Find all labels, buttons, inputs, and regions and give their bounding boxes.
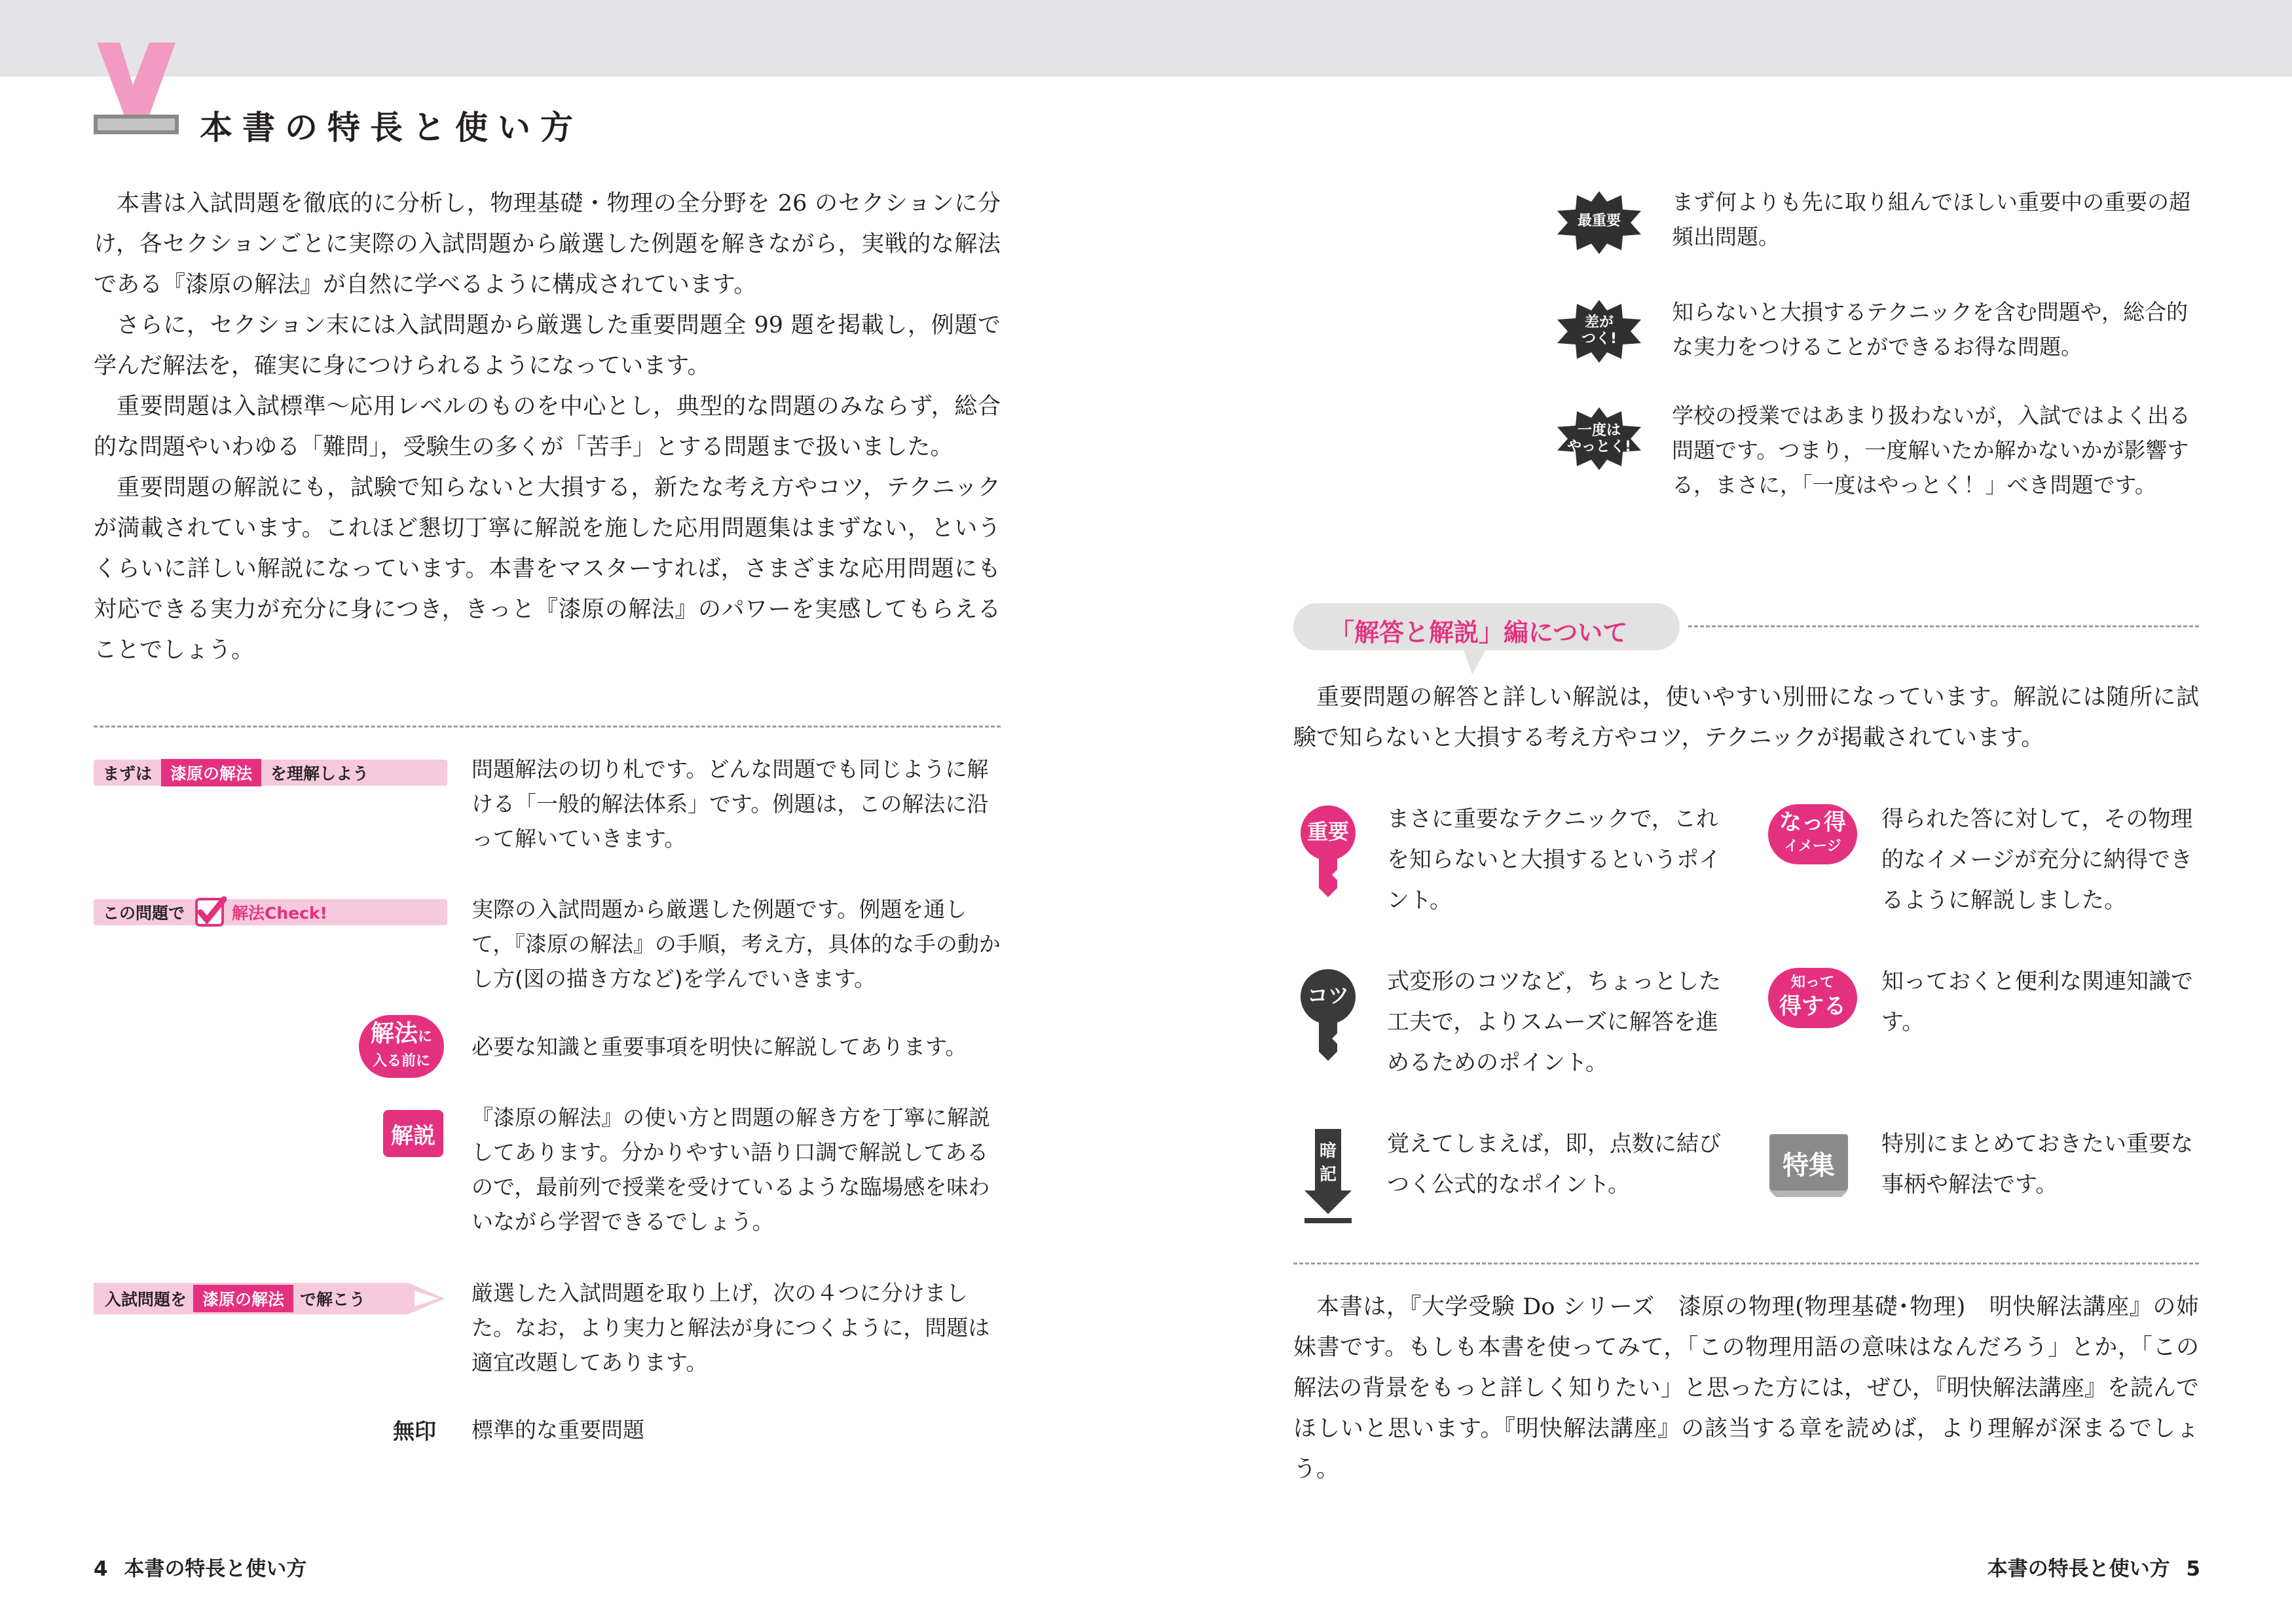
top-gray-bar: [0, 0, 2292, 77]
icon-label-line: イメージ: [1784, 838, 1841, 855]
item-description: 問題解法の切り札です。どんな問題でも同じように解ける「一般的解法体系」です。例題は，この解法に沿って解いていきます。: [471, 756, 989, 851]
closing-paragraph: 本書は，『大学受験 Do シリーズ 漆原の物理(物理基礎･物理) 明快解法講座』の姉妹書です。もしも本書を使ってみて，「この物理用語の意味はなんだろう」とか，「この解法の背景をもっと詳しく知りたい」と思った方には，ぜひ，『明快解法講座』を読んでほしいと思います。『明快解法講座』の該当する章を読めば，より理解が深まるでしょう。: [1293, 1294, 2199, 1483]
key-label: コツ: [1306, 983, 1349, 1008]
explanation-icon: 解説: [383, 1110, 443, 1157]
page-title: 本書の特長と使い方: [200, 109, 583, 147]
banner-check: [94, 899, 447, 925]
footer-title: 本書の特長と使い方: [1987, 1557, 2170, 1581]
level-description: 知らないと大損するテクニックを含む問題や，総合的な実力をつけることができるお得な問題。: [1672, 299, 2189, 360]
item-description: 『漆原の解法』の使い方と問題の解き方を丁寧に解説してあります。分かりやすい語り口調で解説してあるので，最前列で授業を受けているような臨場感を味わいながら学習できるでしょう。: [471, 1105, 990, 1234]
intro-paragraph: 重要問題は入試標準～応用レベルのものを中心とし，典型的な問題のみならず，総合的な問題やいわゆる「難問」，受験生の多くが「苦手」とする問題まで扱いました。: [94, 394, 1001, 460]
divider: [1293, 1263, 2199, 1264]
intro-paragraph: 本書は入試問題を徹底的に分析し，物理基礎・物理の全分野を 26 のセクションに分け，各セクションごとに実際の入試問題から厳選した例題を解きながら，実戦的な解法である『漆原の解法』が自然に学べるように構成されています。: [94, 191, 1001, 298]
icon-description: まさに重要なテクニックで，これを知らないと大損するというポイント。: [1387, 806, 1721, 913]
badge-line: やっとく!: [1566, 439, 1632, 455]
heading-emblem-icon: [94, 39, 185, 144]
icon-description: 知っておくと便利な関連知識です。: [1881, 969, 2193, 1035]
before-solving-icon: [359, 1015, 444, 1078]
banner-chip: 漆原の解法: [193, 1285, 293, 1312]
level-description: 学校の授業ではあまり扱わないが，入試ではよく出る問題です。つまり，一度解いたか解かないかが影響する，まさに，「一度はやっとく！」べき問題です。: [1672, 403, 2190, 498]
banner-understand: [94, 760, 447, 786]
icon-description: 式変形のコツなど，ちょっとした工夫で，よりスムーズに解答を進めるためのポイント。: [1387, 969, 1721, 1076]
section-title: 「解答と解説」編について: [1329, 618, 1628, 647]
level-badge-label: 最重要: [1577, 213, 1621, 229]
level-badge-label: [1566, 314, 1632, 347]
icon-label-big: 解法: [370, 1020, 418, 1047]
icon-description: 得られた答に対して，その物理的なイメージが充分に納得できるように解説しました。: [1881, 806, 2193, 913]
icon-label-small: 入る前に: [372, 1053, 430, 1069]
divider: [1688, 625, 2199, 627]
icon-description: 覚えてしまえば，即，点数に結びつく公式的なポイント。: [1387, 1131, 1721, 1198]
icon-label-small: に: [418, 1029, 433, 1045]
icon-label-line: 記: [1319, 1165, 1337, 1185]
banner-suffix: を理解しよう: [270, 764, 369, 783]
intro-text: [94, 183, 1001, 671]
banner-prefix: まずは: [103, 764, 153, 783]
icon-description: 特別にまとめておきたい重要な事柄や解法です。: [1881, 1131, 2193, 1198]
banner-prefix: 入試問題を: [105, 1290, 187, 1309]
banner-suffix: で解こう: [300, 1290, 366, 1309]
level-badge-label: [1563, 422, 1635, 455]
convincing-image-icon: [1768, 804, 1857, 864]
footer-left: [94, 1552, 306, 1581]
section-intro: 重要問題の解答と詳しい解説は，使いやすい別冊になっています。解説には随所に試験で知らないと大損する考え方やコツ，テクニックが掲載されています。: [1293, 684, 2199, 751]
feature-label: 特集: [1783, 1151, 1835, 1181]
memorize-label: [1315, 1139, 1341, 1187]
banner-chip: 漆原の解法: [161, 759, 261, 786]
item-description: 標準的な重要問題: [471, 1417, 644, 1443]
banner-solve: [105, 1285, 413, 1312]
page-number: 5: [2186, 1557, 2200, 1581]
footer-right: [1987, 1552, 2200, 1581]
item-description: 実際の入試問題から厳選した例題です。例題を通して，『漆原の解法』の手順，考え方，具体的な手の動かし方(図の描き方など)を学んでいきます。: [471, 896, 1001, 991]
no-mark-label: 無印: [393, 1418, 436, 1444]
banner-chip: 解法Check!: [232, 904, 327, 923]
icon-label-line: 暗: [1319, 1141, 1337, 1161]
banner-prefix: この問題で: [103, 904, 185, 923]
page-number: 4: [94, 1557, 108, 1581]
badge-line: 差が: [1584, 314, 1614, 331]
icon-label-line: 知って: [1790, 974, 1834, 991]
footer-title: 本書の特長と使い方: [124, 1557, 307, 1581]
good-to-know-icon: [1768, 968, 1857, 1028]
icon-label-line: 得する: [1779, 993, 1846, 1020]
level-description: まず何よりも先に取り組んでほしい重要中の重要の超頻出問題。: [1672, 189, 2190, 249]
divider: [94, 726, 1001, 728]
intro-paragraph: 重要問題の解説にも，試験で知らないと大損する，新たな考え方やコツ，テクニックが満載されています。これほど懇切丁寧に解説を施した応用問題集はまずない，というくらいに詳しい解説になっています。本書をマスターすれば，さまざまな応用問題にも対応できる実力が充分に身につき，きっと『漆原の解法』のパワーを実感してもらえることでしょう。: [94, 475, 1001, 663]
item-description: 厳選した入試問題を取り上げ，次の４つに分けました。なお，より実力と解法が身につくように，問題は適宜改題してあります。: [471, 1280, 990, 1375]
badge-line: つく!: [1581, 331, 1617, 347]
badge-line: 一度は: [1577, 422, 1621, 439]
checkmark-icon: [194, 896, 227, 928]
intro-paragraph: さらに，セクション末には入試問題から厳選した重要問題全 99 題を掲載し，例題で学んだ解法を，確実に身につけられるようになっています。: [94, 312, 1001, 379]
icon-label-line: なっ得: [1779, 809, 1846, 836]
item-description: 必要な知識と重要事項を明快に解説してあります。: [471, 1034, 967, 1060]
key-label: 重要: [1306, 819, 1349, 844]
